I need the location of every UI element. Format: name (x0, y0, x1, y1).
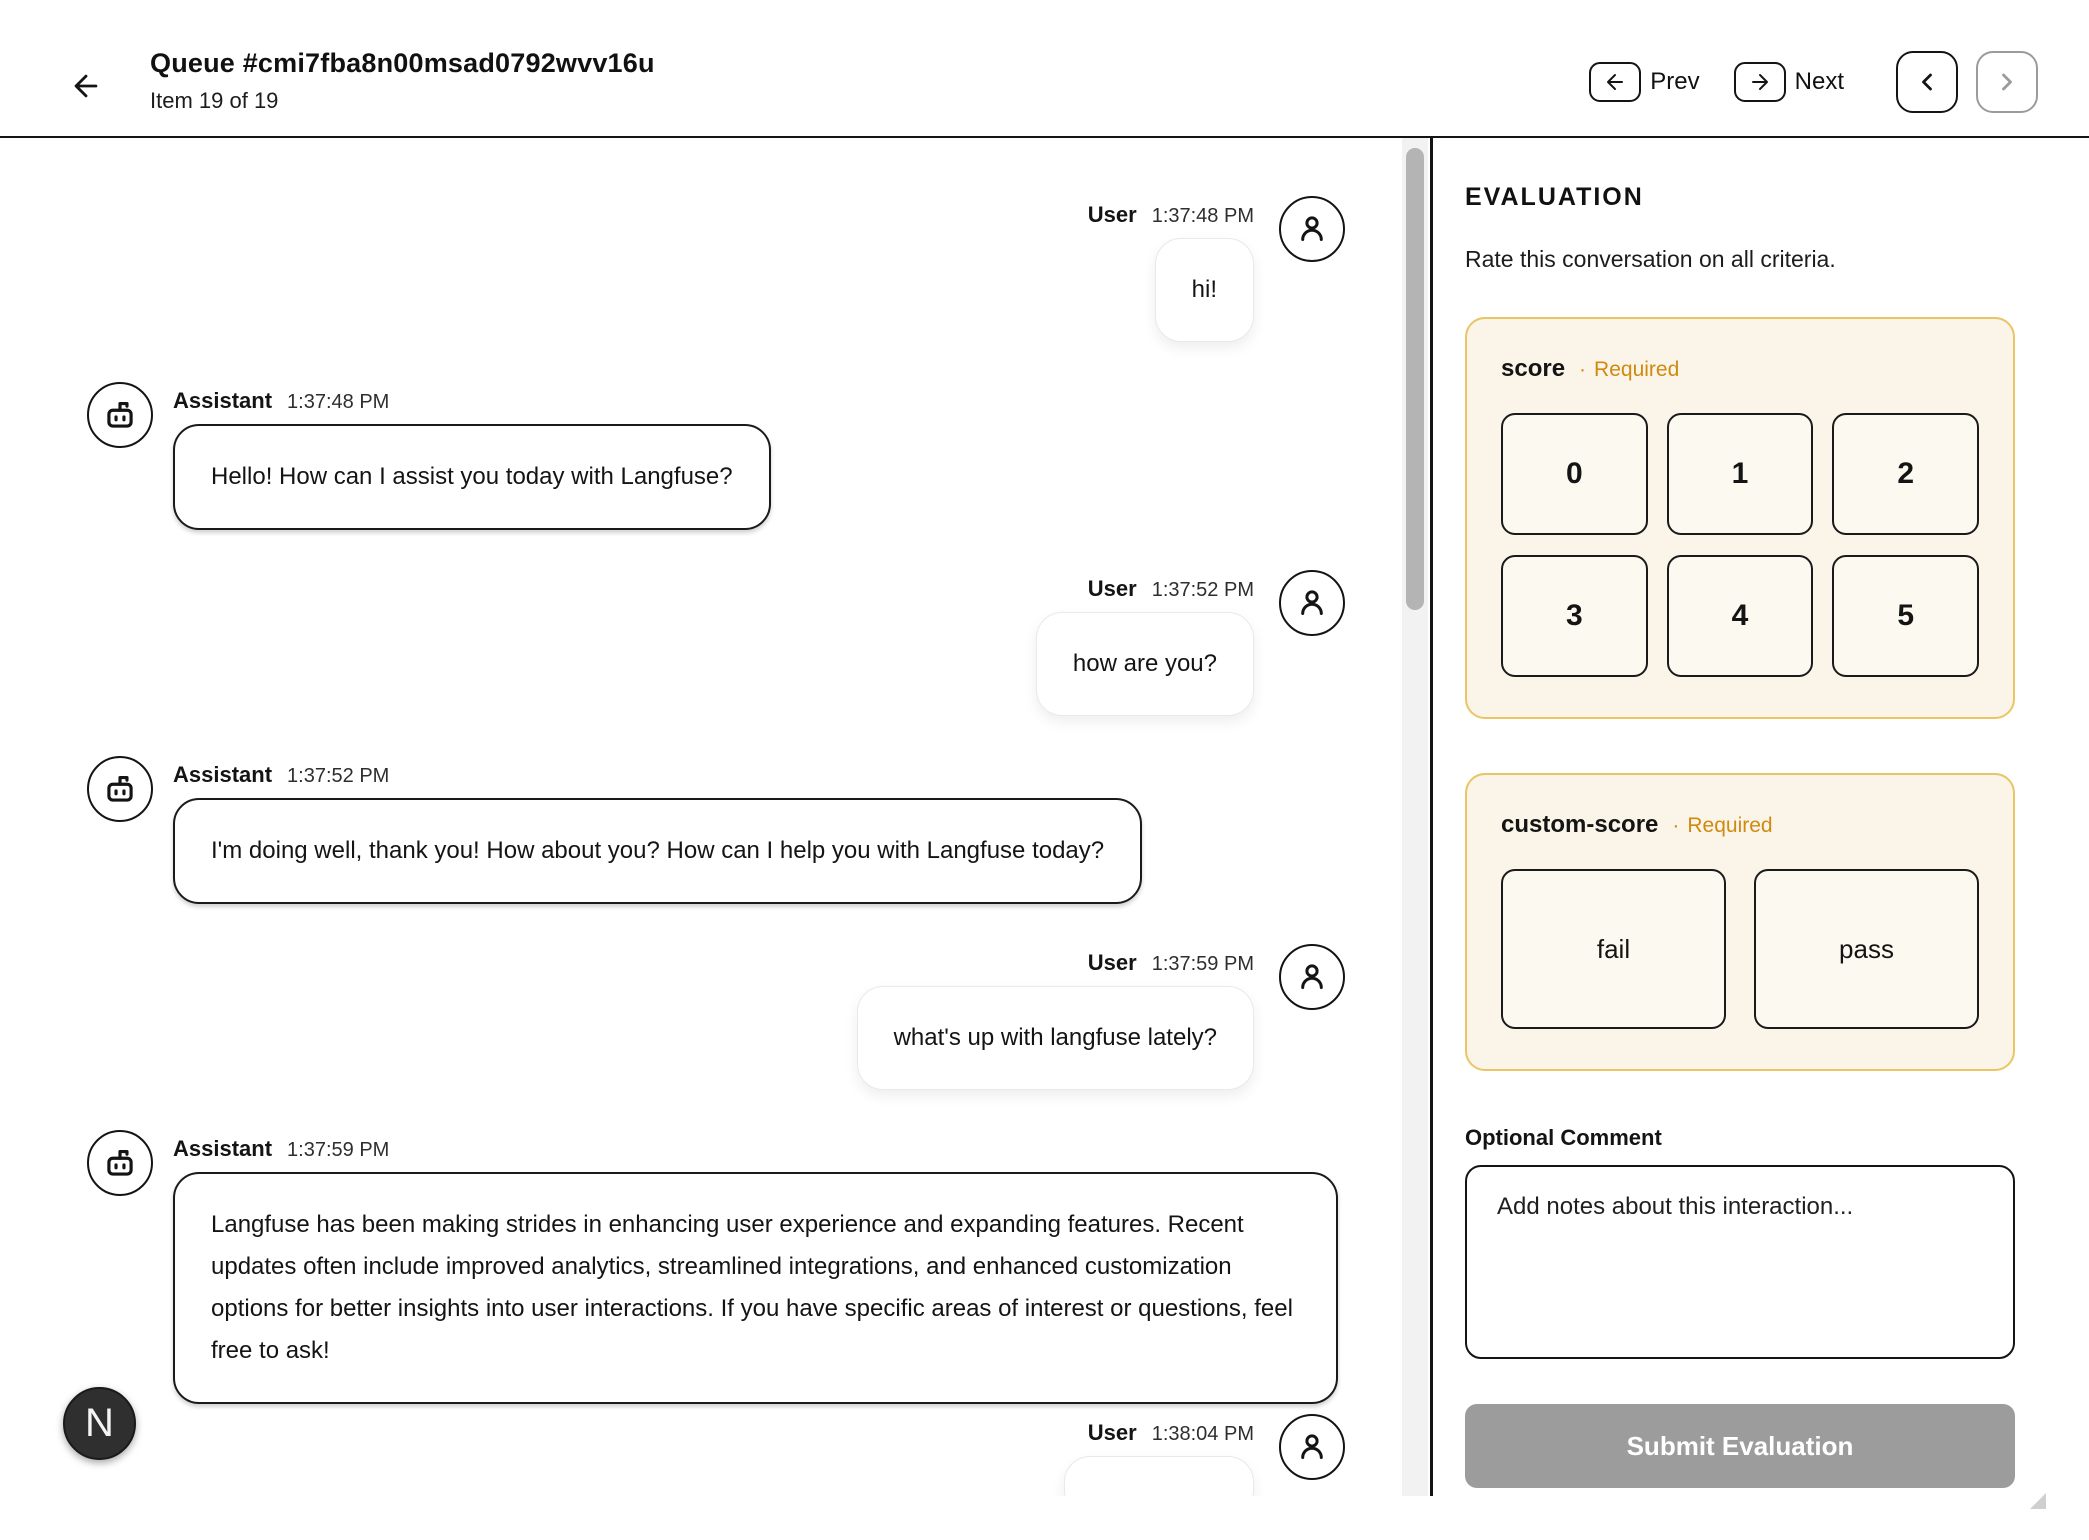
message-timestamp: 1:37:52 PM (287, 765, 390, 787)
user-avatar (1279, 1414, 1345, 1480)
next-label: Next (1794, 68, 1844, 95)
required-label: Required (1594, 358, 1680, 381)
message-timestamp: 1:38:04 PM (1151, 1423, 1254, 1445)
chat-scrollbar-track[interactable] (1402, 138, 1428, 1496)
message-bubble (1064, 1456, 1254, 1496)
chevron-right-icon (1993, 68, 2021, 96)
chat-message-assistant (87, 1136, 1345, 1404)
user-icon (1294, 211, 1330, 247)
required-badge (1579, 358, 1679, 382)
submit-evaluation-button[interactable]: Submit Evaluation (1465, 1404, 2015, 1488)
message-role: User (1087, 1420, 1137, 1445)
criterion-card-score (1465, 317, 2015, 719)
message-timestamp: 1:37:48 PM (1151, 205, 1254, 227)
nextjs-dev-badge[interactable] (63, 1387, 136, 1460)
page-title: Queue #cmi7fba8n00msad0792wvv16u (150, 48, 655, 78)
required-bullet: · (1579, 358, 1587, 381)
message-bubble: I'm doing well, thank you! How about you? How can I help you with Langfuse today? (173, 798, 1142, 904)
chat-scrollbar-thumb[interactable] (1406, 148, 1424, 610)
chat-message-user (87, 950, 1345, 1090)
criterion-card-custom-score (1465, 773, 2015, 1071)
score-option-1[interactable]: 1 (1667, 413, 1814, 535)
criterion-name: score (1501, 355, 1566, 382)
message-timestamp: 1:37:48 PM (287, 391, 390, 413)
chat-message-user (87, 576, 1345, 716)
message-role: User (1087, 950, 1137, 975)
resize-grip[interactable] (2030, 1493, 2046, 1509)
prev-label: Prev (1650, 68, 1700, 95)
assistant-avatar (87, 382, 153, 448)
message-bubble: what's up with langfuse lately? (857, 986, 1254, 1090)
message-timestamp: 1:37:59 PM (1151, 953, 1254, 975)
item-counter: Item 19 of 19 (150, 88, 279, 113)
message-bubble: Hello! How can I assist you today with Langfuse? (173, 424, 771, 530)
user-icon (1294, 1429, 1330, 1465)
conversation-pane (0, 138, 1402, 1496)
message-role: Assistant (173, 388, 273, 413)
user-icon (1294, 959, 1330, 995)
title-block (150, 48, 655, 114)
assistant-avatar (87, 1130, 153, 1196)
arrow-left-icon (1603, 70, 1627, 94)
back-button[interactable] (62, 62, 110, 110)
header (0, 0, 2089, 138)
message-bubble: how are you? (1036, 612, 1254, 716)
required-bullet: · (1672, 814, 1680, 837)
comment-textarea[interactable] (1465, 1165, 2015, 1359)
score-option-3[interactable]: 3 (1501, 555, 1648, 677)
message-role: Assistant (173, 762, 273, 787)
n-logo-icon: N (85, 1401, 114, 1445)
message-role: User (1087, 576, 1137, 601)
evaluation-panel (1433, 138, 2089, 1496)
message-timestamp: 1:37:59 PM (287, 1139, 390, 1161)
comment-label: Optional Comment (1465, 1125, 1662, 1150)
score-option-2[interactable]: 2 (1832, 413, 1979, 535)
assistant-avatar (87, 756, 153, 822)
user-avatar (1279, 570, 1345, 636)
collapse-right-button[interactable] (1976, 51, 2038, 113)
evaluation-title: EVALUATION (1465, 183, 1644, 211)
custom-score-option-pass[interactable]: pass (1754, 869, 1979, 1029)
prev-button[interactable] (1589, 62, 1641, 102)
collapse-left-button[interactable] (1896, 51, 1958, 113)
custom-score-option-fail[interactable]: fail (1501, 869, 1726, 1029)
required-label: Required (1687, 814, 1773, 837)
score-option-4[interactable]: 4 (1667, 555, 1814, 677)
chat-message-user (87, 1420, 1345, 1496)
score-option-0[interactable]: 0 (1501, 413, 1648, 535)
message-timestamp: 1:37:52 PM (1151, 579, 1254, 601)
criterion-name: custom-score (1501, 811, 1659, 838)
message-bubble: Langfuse has been making strides in enhancing user experience and expanding features. Recent updates often include improved analytics, streamlined integrations, and enhanced customization options for better insights into user interactions. If you have specific areas of interest or questions, feel free to ask! (173, 1172, 1338, 1404)
score-option-5[interactable]: 5 (1832, 555, 1979, 677)
message-bubble: hi! (1155, 238, 1254, 342)
evaluation-subtitle: Rate this conversation on all criteria. (1465, 246, 1836, 272)
bot-icon (101, 1144, 139, 1182)
chat-message-user (87, 202, 1345, 342)
arrow-left-icon (69, 69, 103, 103)
chat-message-assistant (87, 388, 1345, 530)
bot-icon (101, 396, 139, 434)
chat-message-assistant (87, 762, 1345, 904)
user-avatar (1279, 944, 1345, 1010)
next-button[interactable] (1734, 62, 1786, 102)
score-options (1501, 413, 1979, 677)
user-icon (1294, 585, 1330, 621)
custom-score-options (1501, 869, 1979, 1029)
message-role: Assistant (173, 1136, 273, 1161)
user-avatar (1279, 196, 1345, 262)
bot-icon (101, 770, 139, 808)
chevron-left-icon (1913, 68, 1941, 96)
required-badge (1672, 814, 1772, 838)
arrow-right-icon (1748, 70, 1772, 94)
message-role: User (1087, 202, 1137, 227)
header-navigation (1589, 50, 2038, 114)
